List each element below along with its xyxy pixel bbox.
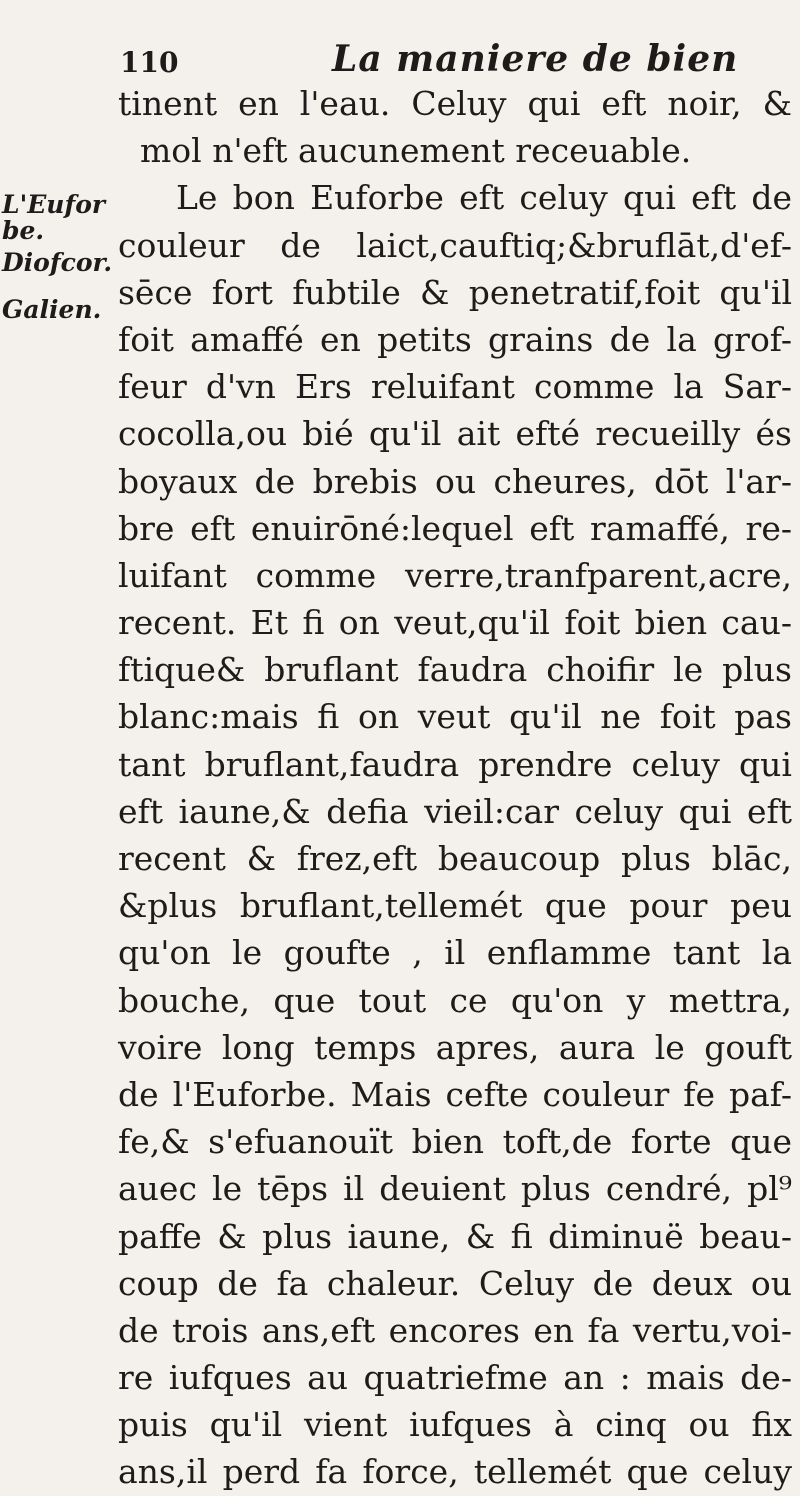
text-line: de trois ans,eft encores en fa vertu,voi- (118, 1310, 792, 1350)
text-line: foit amaffé en petits grains de la grof- (118, 319, 792, 359)
text-line: tant bruflant,faudra prendre celuy qui (118, 744, 792, 784)
text-line: paffe & plus iaune, & fi diminuë beau- (118, 1216, 792, 1256)
text-line: ans,il perd fa force, tellemét que celuy (118, 1452, 792, 1492)
text-line: recent & frez,eft beaucoup plus blāc, (118, 839, 792, 878)
text-line: fe,& s'efuanouït bien toft,de forte que (118, 1122, 792, 1162)
text-line: cocolla,ou bié qu'il ait efté recueilly és (118, 414, 792, 454)
text-line: mol n'eft aucunement receuable. (140, 131, 692, 171)
text-line: bre eft enuirōné:lequel eft ramaffé, re- (118, 508, 792, 548)
running-title: La maniere de bien (332, 38, 739, 80)
text-line: recent. Et fi on veut,qu'il foit bien cau- (118, 603, 792, 643)
page-number: 110 (120, 46, 179, 79)
text-line: &plus bruflant,tellemét que pour peu (118, 886, 792, 926)
text-line: ftique& bruflant faudra choifir le plus (118, 650, 792, 690)
text-line: auec le tēps il deuient plus cendré, pl⁹ (118, 1169, 792, 1209)
text-line: voire long temps apres, aura le gouft (118, 1027, 792, 1067)
margin-note-galien: Galien. (2, 295, 102, 324)
margin-note-eufor: L'Eufor (2, 190, 106, 219)
text-line: eft iaune,& defia vieil:car celuy qui eft (118, 791, 792, 831)
text-line: de l'Euforbe. Mais cefte couleur fe paf- (118, 1074, 792, 1114)
margin-note-dioscor: Diofcor. (2, 248, 113, 277)
text-line: qu'on le goufte , il enflamme tant la (118, 933, 792, 973)
body-text (118, 80, 792, 1496)
text-line: Le bon Euforbe eft celuy qui eft de (176, 178, 792, 218)
text-line: re iufques au quatriefme an : mais de- (118, 1358, 792, 1398)
text-line: boyaux de brebis ou cheures, dōt l'ar- (118, 461, 792, 501)
text-line: blanc:mais fi on veut qu'il ne foit pas (118, 697, 792, 737)
text-line: bouche, que tout ce qu'on y mettra, (118, 980, 792, 1020)
text-line: puis qu'il vient iufques à cinq ou fix (118, 1405, 792, 1445)
text-line: coup de fa chaleur. Celuy de deux ou (118, 1263, 792, 1303)
text-line: feur d'vn Ers reluifant comme la Sar- (118, 367, 792, 407)
text-line: tinent en l'eau. Celuy qui eft noir, & (118, 84, 792, 123)
text-line: couleur de laict,cauftiq;&bruflāt,d'ef- (118, 225, 792, 265)
text-line: luifant comme verre,tranfparent,acre, (118, 555, 792, 595)
text-line: sēce fort fubtile & penetratif,foit qu'il (118, 272, 792, 312)
margin-note-be: be. (2, 216, 45, 245)
